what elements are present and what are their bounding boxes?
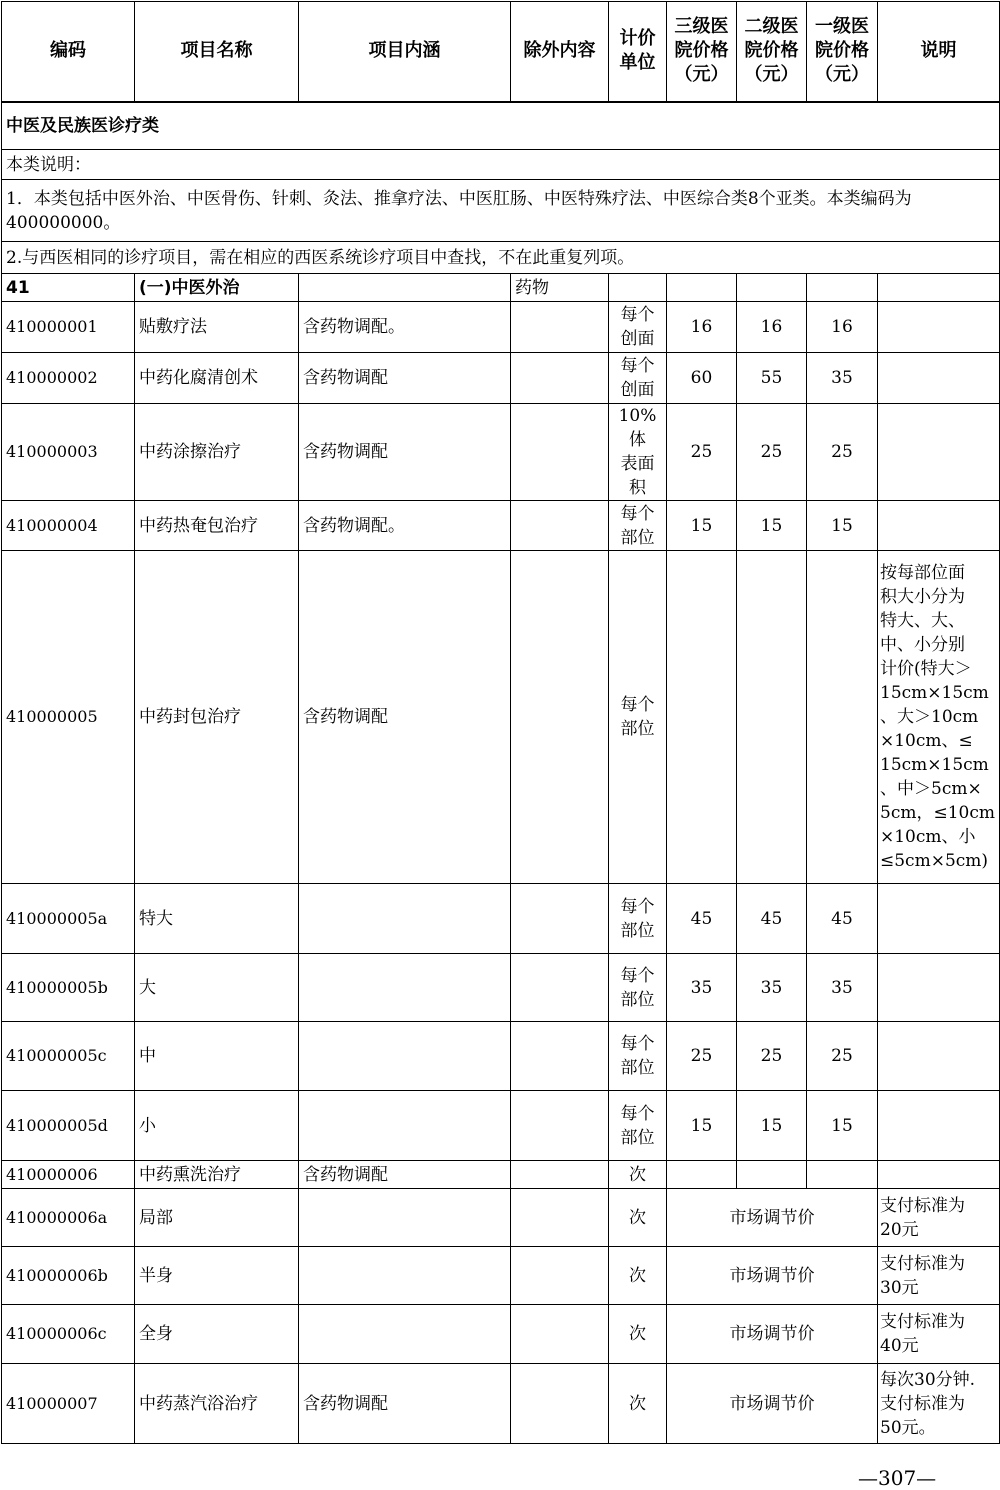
subsection-name: (一)中医外治 — [135, 274, 299, 302]
table-row — [2, 501, 1000, 551]
item-excluded — [511, 1247, 609, 1305]
item-excluded — [511, 302, 609, 353]
item-excluded — [511, 1305, 609, 1364]
item-note — [878, 302, 1000, 353]
item-price2: 55 — [737, 353, 807, 404]
item-price1: 35 — [807, 954, 878, 1022]
item-code: 410000005b — [2, 954, 135, 1022]
item-content — [299, 1305, 511, 1364]
item-price1 — [807, 551, 878, 884]
item-name: 中 — [135, 1022, 299, 1091]
subsection-row — [2, 274, 1000, 302]
item-price3: 15 — [667, 501, 737, 551]
item-note — [878, 353, 1000, 404]
item-unit: 每个 部位 — [609, 954, 667, 1022]
header-price2: 二级医 院价格 （元） — [737, 2, 807, 102]
notes-line1: 1．本类包括中医外治、中医骨伤、针刺、灸法、推拿疗法、中医肛肠、中医特殊疗法、中医综合类8个亚类。本类编码为400000000。 — [2, 180, 1000, 242]
item-price2 — [737, 551, 807, 884]
item-unit: 次 — [609, 1364, 667, 1444]
item-excluded — [511, 1091, 609, 1161]
item-code: 410000006 — [2, 1161, 135, 1189]
item-unit: 10%体 表面 积 — [609, 404, 667, 501]
header-excluded: 除外内容 — [511, 2, 609, 102]
item-name: 中药热奄包治疗 — [135, 501, 299, 551]
item-note: 按每部位面 积大小分为 特大、大、 中、小分别 计价(特大＞ 15cm×15cm 、大＞10cm ×10cm、≤ 15cm×15cm 、中＞5cm× 5cm，≤10cm ×10cm、小 ≤5cm×5cm) — [878, 551, 1000, 884]
item-content: 含药物调配。 — [299, 501, 511, 551]
item-content: 含药物调配 — [299, 1161, 511, 1189]
item-code: 410000006a — [2, 1189, 135, 1247]
table-row — [2, 1022, 1000, 1091]
item-name: 半身 — [135, 1247, 299, 1305]
item-price3: 25 — [667, 1022, 737, 1091]
item-content: 含药物调配 — [299, 404, 511, 501]
item-name: 中药涂擦治疗 — [135, 404, 299, 501]
item-name: 局部 — [135, 1189, 299, 1247]
notes-row — [2, 242, 1000, 274]
header-name: 项目名称 — [135, 2, 299, 102]
item-code: 410000005a — [2, 884, 135, 954]
table-row — [2, 1189, 1000, 1247]
item-excluded — [511, 1364, 609, 1444]
item-code: 410000001 — [2, 302, 135, 353]
section-title: 中医及民族医诊疗类 — [2, 102, 1000, 150]
item-price2: 15 — [737, 501, 807, 551]
item-unit: 每个 部位 — [609, 884, 667, 954]
table-row — [2, 1091, 1000, 1161]
item-note — [878, 884, 1000, 954]
item-code: 410000002 — [2, 353, 135, 404]
item-note: 支付标准为 20元 — [878, 1189, 1000, 1247]
item-unit: 次 — [609, 1305, 667, 1364]
table-row — [2, 551, 1000, 884]
item-unit: 次 — [609, 1189, 667, 1247]
item-price3: 60 — [667, 353, 737, 404]
notes-intro: 本类说明： — [2, 150, 1000, 180]
item-note — [878, 1091, 1000, 1161]
item-price1: 25 — [807, 1022, 878, 1091]
header-price3: 三级医 院价格 （元） — [667, 2, 737, 102]
item-market-price: 市场调节价 — [667, 1364, 878, 1444]
item-price2: 45 — [737, 884, 807, 954]
item-price3: 15 — [667, 1091, 737, 1161]
item-excluded — [511, 1022, 609, 1091]
header-price1: 一级医 院价格 （元） — [807, 2, 878, 102]
item-content — [299, 1189, 511, 1247]
item-note: 支付标准为 30元 — [878, 1247, 1000, 1305]
item-excluded — [511, 551, 609, 884]
table-row — [2, 302, 1000, 353]
item-price1: 15 — [807, 501, 878, 551]
item-price3: 45 — [667, 884, 737, 954]
item-name: 小 — [135, 1091, 299, 1161]
item-price3 — [667, 551, 737, 884]
item-note — [878, 404, 1000, 501]
item-name: 中药化腐清创术 — [135, 353, 299, 404]
item-price1 — [807, 1161, 878, 1189]
item-unit: 次 — [609, 1247, 667, 1305]
table-row — [2, 404, 1000, 501]
item-unit: 每个 部位 — [609, 501, 667, 551]
item-unit: 每个 创面 — [609, 353, 667, 404]
item-name: 全身 — [135, 1305, 299, 1364]
item-price2 — [737, 1161, 807, 1189]
item-note — [878, 954, 1000, 1022]
item-price1: 15 — [807, 1091, 878, 1161]
table-row — [2, 954, 1000, 1022]
item-market-price: 市场调节价 — [667, 1247, 878, 1305]
item-unit: 次 — [609, 1161, 667, 1189]
item-content — [299, 1247, 511, 1305]
item-note — [878, 1022, 1000, 1091]
item-code: 410000006c — [2, 1305, 135, 1364]
item-price3: 35 — [667, 954, 737, 1022]
header-unit: 计价 单位 — [609, 2, 667, 102]
notes-line2: 2.与西医相同的诊疗项目，需在相应的西医系统诊疗项目中查找，不在此重复列项。 — [2, 242, 1000, 274]
item-price2: 25 — [737, 1022, 807, 1091]
table-row — [2, 353, 1000, 404]
page-number: —307— — [858, 1466, 937, 1490]
item-content — [299, 1091, 511, 1161]
subsection-excluded: 药物 — [511, 274, 609, 302]
item-excluded — [511, 501, 609, 551]
item-code: 410000005d — [2, 1091, 135, 1161]
item-content — [299, 1022, 511, 1091]
table-row — [2, 884, 1000, 954]
item-unit: 每个 部位 — [609, 1022, 667, 1091]
item-name: 中药封包治疗 — [135, 551, 299, 884]
item-content: 含药物调配。 — [299, 302, 511, 353]
item-note — [878, 501, 1000, 551]
item-name: 特大 — [135, 884, 299, 954]
item-unit: 每个 部位 — [609, 1091, 667, 1161]
item-code: 410000005 — [2, 551, 135, 884]
item-excluded — [511, 1161, 609, 1189]
item-content: 含药物调配 — [299, 353, 511, 404]
item-code: 410000003 — [2, 404, 135, 501]
header-code: 编码 — [2, 2, 135, 102]
item-market-price: 市场调节价 — [667, 1189, 878, 1247]
item-content — [299, 884, 511, 954]
item-price2: 35 — [737, 954, 807, 1022]
section-row — [2, 102, 1000, 150]
item-price1: 16 — [807, 302, 878, 353]
item-price2: 15 — [737, 1091, 807, 1161]
header-content: 项目内涵 — [299, 2, 511, 102]
item-excluded — [511, 884, 609, 954]
item-price1: 45 — [807, 884, 878, 954]
item-price3: 16 — [667, 302, 737, 353]
item-note: 支付标准为 40元 — [878, 1305, 1000, 1364]
item-code: 410000007 — [2, 1364, 135, 1444]
item-name: 中药熏洗治疗 — [135, 1161, 299, 1189]
item-code: 410000005c — [2, 1022, 135, 1091]
item-unit: 每个 创面 — [609, 302, 667, 353]
table-row — [2, 1161, 1000, 1189]
table-row — [2, 1247, 1000, 1305]
item-excluded — [511, 1189, 609, 1247]
item-name: 贴敷疗法 — [135, 302, 299, 353]
table-row — [2, 1364, 1000, 1444]
header-note: 说明 — [878, 2, 1000, 102]
item-unit: 每个 部位 — [609, 551, 667, 884]
item-price3 — [667, 1161, 737, 1189]
item-code: 410000004 — [2, 501, 135, 551]
header-row — [2, 2, 1000, 102]
price-table — [1, 1, 1000, 1444]
item-code: 410000006b — [2, 1247, 135, 1305]
item-price1: 25 — [807, 404, 878, 501]
item-note — [878, 1161, 1000, 1189]
item-content: 含药物调配 — [299, 1364, 511, 1444]
item-price3: 25 — [667, 404, 737, 501]
subsection-code: 41 — [2, 274, 135, 302]
item-content: 含药物调配 — [299, 551, 511, 884]
item-excluded — [511, 954, 609, 1022]
notes-row — [2, 150, 1000, 180]
item-content — [299, 954, 511, 1022]
item-price2: 25 — [737, 404, 807, 501]
item-price1: 35 — [807, 353, 878, 404]
item-name: 大 — [135, 954, 299, 1022]
item-note: 每次30分钟. 支付标准为 50元。 — [878, 1364, 1000, 1444]
item-excluded — [511, 353, 609, 404]
table-row — [2, 1305, 1000, 1364]
item-excluded — [511, 404, 609, 501]
item-market-price: 市场调节价 — [667, 1305, 878, 1364]
notes-row — [2, 180, 1000, 242]
item-name: 中药蒸汽浴治疗 — [135, 1364, 299, 1444]
item-price2: 16 — [737, 302, 807, 353]
